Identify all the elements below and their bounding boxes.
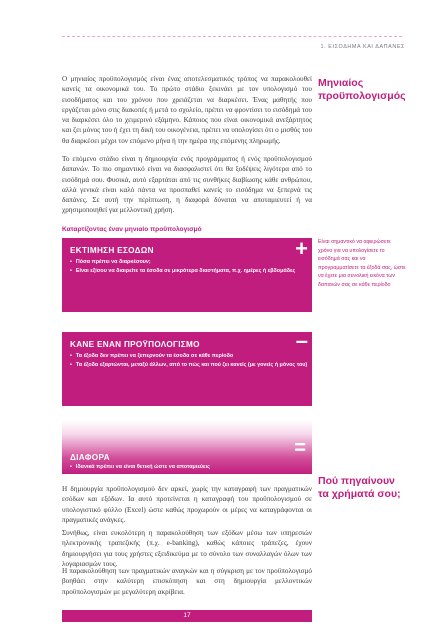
side-heading-where-money-goes: Πού πηγαίνουν τα χρήματά σου;: [318, 475, 401, 500]
list-item: • Τα έξοδα εξαρτώνται, μεταξύ άλλων, από το πώς και πού ζει κανείς (με γονείς ή μόνος του): [70, 361, 307, 370]
header-rule: [62, 36, 402, 37]
side-heading-monthly-budget: Μηνιαίος προϋπολογισμός: [318, 77, 406, 102]
list-item: • Τα έξοδα δεν πρέπει να ξεπερνούν τα έσοδα σε κάθε περίοδο: [70, 352, 307, 361]
section-header: 1. ΕΙΣΟΔΗΜΑ ΚΑΙ ΔΑΠΑΝΕΣ: [320, 44, 405, 50]
paragraph-comparison: Η παρακολούθηση των πραγματικών αναγκών και η σύγκριση με τον προϋπολογισμό βοηθάει στην καλύτερη επισκόπηση και στη δημιουργία μελλοντικών προϋπολογισμών με μεγαλύτερη ακρίβεια.: [62, 567, 312, 596]
paragraph-tracking: Η δημιουργία προϋπολογισμού δεν αρκεί, χωρίς την καταγραφή των πραγματικών εσόδων και εξόδων. Ια αυτό προτείνεται η καταγραφή του προϋπολογισμού σε υπολογιστικό φύλλο (Excel) ώστε καθώς προχωρούν οι μέρες να καταγράφονται οι πραγματικές ανάγκες.: [62, 485, 312, 524]
difference-bullet-list: [70, 463, 210, 472]
band-title-difference: ΔΙΑΦΟΡΑ: [70, 453, 110, 462]
list-item: • Ιδανικά πρέπει να είναι θετική ώστε να αποταμιεύεις: [70, 463, 210, 472]
expenses-bullet-list: [70, 352, 307, 370]
paragraph-expense-budget: Το επόμενο στάδιο είναι η δημιουργία ενός προγράμματος ή ενός προϋπολογισμού δαπανών. Το πιο σημαντικό είναι να διασφαλιστεί ότι θα ξοδέψεις λιγότερα από το εισόδημά σου. Φυσικά, αυτό εξαρτάται από τις συνθήκες διαβίωσης κάθε ανθρώπου, αλλά γενικά είναι καλό πάντα να προσπαθεί κανείς το εισόδημα να ξεπερνά τις δαπάνες. Σε αυτή την περίπτωση, η διαφορά δύναται να αποταμιευτεί ή να χρησιμοποιηθεί για μελλοντική χρήση.: [62, 155, 312, 215]
band-title-expenses: ΚΑΝΕ ΕΝΑΝ ΠΡΟΫΠΟΛΟΓΙΣΜΟ: [70, 340, 200, 349]
difference-band: [62, 420, 312, 474]
section-title: Καταρτίζοντας έναν μηνιαίο προϋπολογισμό: [62, 226, 202, 233]
plus-icon: +: [295, 236, 308, 261]
list-item: • Πόσα πρέπει να διαρκέσουν;: [70, 258, 295, 267]
page-number: 17: [62, 610, 312, 622]
income-estimate-band: [62, 238, 312, 312]
list-item: • Είναι εξίσου να διαιρείτε τα έσοδα σε μικρότερα διαστήματα, π.χ. ημέρες ή εβδομάδες: [70, 267, 295, 276]
band-title-income: ΕΚΤΙΜΗΣΗ ΕΣΟΔΩΝ: [70, 246, 154, 255]
paragraph-e-banking: Συνήθως, είναι ευκολότερη η παρακολούθηση των εξόδων μέσω των υπηρεσιών ηλεκτρονικής τραπεζικής (π.χ. e-banking), καθώς κάποιες τράπεζες, έχουν δημιουργήσει για τους χρήστες εξειδικεύμα με το σύνολο των συναλλαγών όλων των λογαριασμών τους.: [62, 529, 312, 568]
side-note: Είναι σημαντικό να αφιερώσετε χρόνο για να υπολογίσετε το εισόδημά σας και να προγραμματίσετε τα έξοδά σας, ώστε να έχετε μια συνολική εικόνα των δαπανών σας σε κάθε περίοδο: [318, 239, 406, 288]
equals-icon: =: [294, 437, 306, 459]
paragraph-intro: Ο μηνιαίος προϋπολογισμός είναι ένας αποτελεσματικός τρόπος να παρακολουθεί κανείς τα οικονομικά του. Το πρώτο στάδιο ξεκινάει με τον υπολογισμό του εισοδήματος και του χρόνου που χρειάζεται να διαρκέσει. Ένας μαθητής που εργάζεται μόνο στις διακοπές ή μετά το σχολείο, πρέπει να φροντίσει το εισόδημά του να διαρκέσει όλο το χειμερινό εξάμηνο. Κάποιος που είναι οικονομικά ανεξάρτητος και ζει μόνος του ή έχει τη δική του οικογένεια, πρέπει να υπολογίσει ότι ο μισθός του θα διαρκέσει μέχρι τον επόμενο μήνα ή την ημέρα της επόμενης πληρωμής.: [62, 75, 312, 145]
expense-budget-band: [62, 328, 312, 406]
income-bullet-list: [70, 258, 295, 276]
minus-icon: –: [295, 328, 308, 353]
